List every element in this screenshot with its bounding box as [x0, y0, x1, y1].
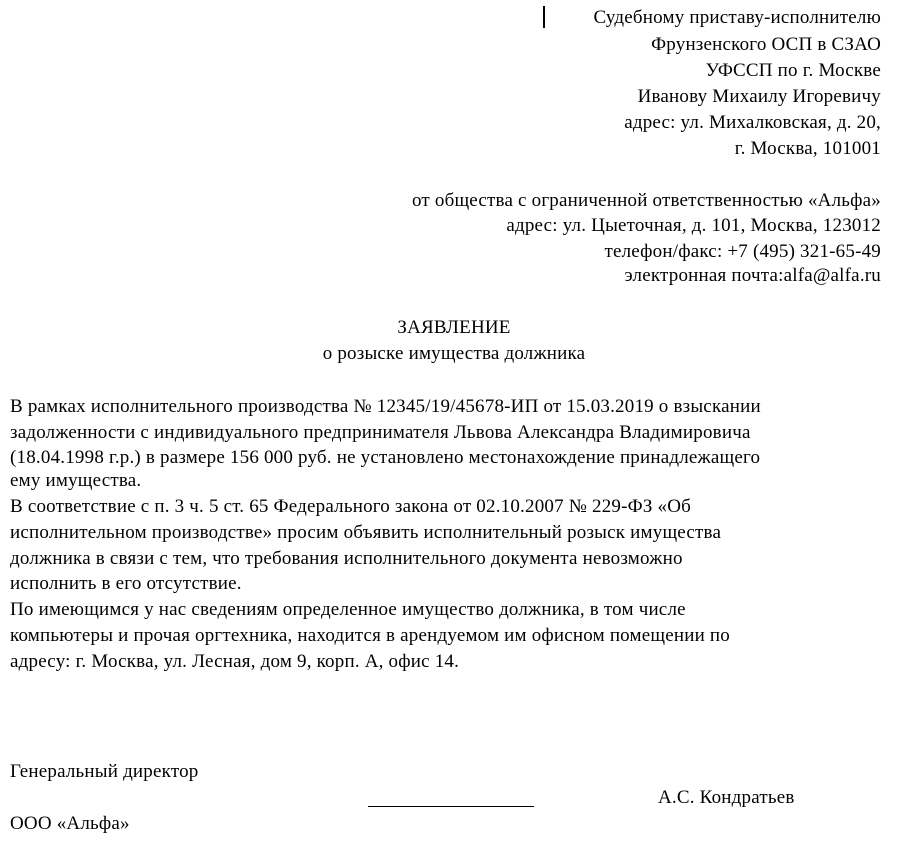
recipient-line-6: г. Москва, 101001 [734, 138, 881, 159]
recipient-line-5: адрес: ул. Михалковская, д. 20, [624, 112, 881, 133]
body-line: По имеющимся у нас сведениям определенное имущество должника, в том числе [10, 599, 686, 620]
document-subtitle: о розыске имущества должника [322, 343, 586, 364]
recipient-line-2: Фрунзенского ОСП в СЗАО [651, 34, 881, 55]
sender-line-1: от общества с ограниченной ответственностью «Альфа» [411, 190, 881, 211]
text-cursor [543, 6, 545, 28]
body-line: В соответствие с п. 3 ч. 5 ст. 65 Федерального закона от 02.10.2007 № 229-ФЗ «Об [10, 496, 692, 517]
recipient-line-4: Иванову Михаилу Игоревичу [637, 86, 881, 107]
body-line: исполнить в его отсутствие. [10, 573, 242, 594]
signature-line [368, 806, 534, 807]
document-title: ЗАЯВЛЕНИЕ [397, 317, 511, 338]
sender-line-2: адрес: ул. Цыеточная, д. 101, Москва, 123012 [506, 215, 881, 236]
recipient-line-3: УФССП по г. Москве [705, 60, 881, 81]
body-line: задолженности с индивидуального предпринимателя Львова Александра Владимировича [10, 422, 751, 443]
body-line: компьютеры и прочая оргтехника, находится в арендуемом им офисном помещении по [10, 625, 730, 646]
sender-line-4: электронная почта:alfa@alfa.ru [624, 265, 881, 286]
signature-position: Генеральный директор [10, 761, 199, 782]
recipient-line-1: Судебному приставу-исполнителю [593, 7, 881, 28]
body-line: адресу: г. Москва, ул. Лесная, дом 9, корп. А, офис 14. [10, 651, 460, 672]
body-line: ему имущества. [10, 470, 142, 491]
body-line: должника в связи с тем, что требования исполнительного документа невозможно [10, 548, 683, 569]
sender-line-3: телефон/факс: +7 (495) 321-65-49 [604, 241, 881, 262]
body-line: В рамках исполнительного производства № 12345/19/45678-ИП от 15.03.2019 о взыскании [10, 396, 761, 417]
signature-name: А.С. Кондратьев [658, 787, 795, 808]
body-line: (18.04.1998 г.р.) в размере 156 000 руб. не установлено местонахождение принадлежащего [10, 447, 761, 468]
body-line: исполнительном производстве» просим объявить исполнительный розыск имущества [10, 522, 722, 543]
signature-company: ООО «Альфа» [10, 813, 130, 834]
